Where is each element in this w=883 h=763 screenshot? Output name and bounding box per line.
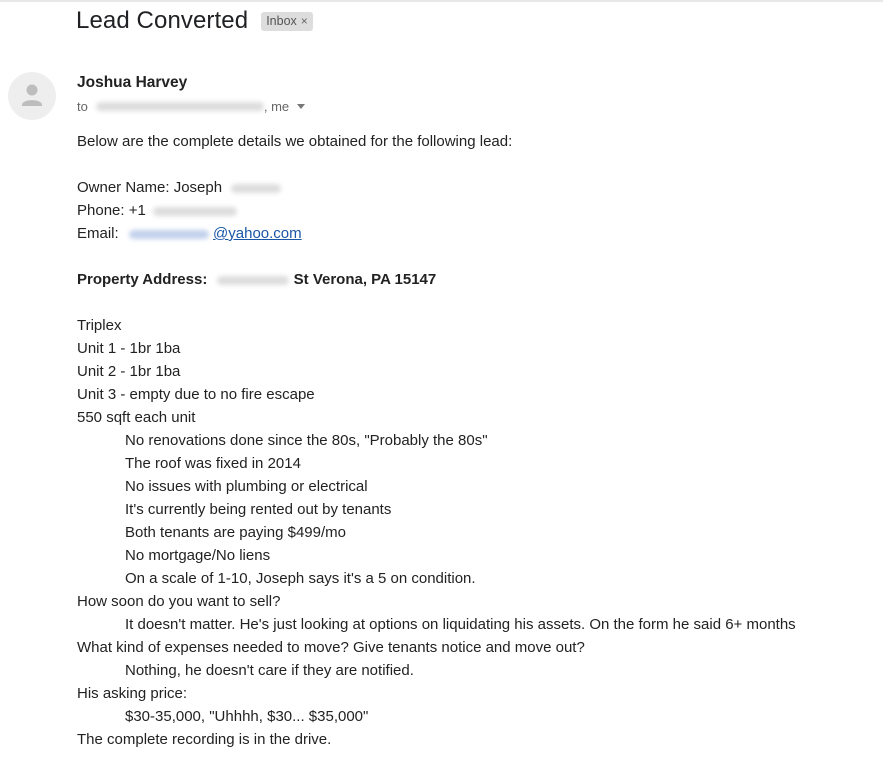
detail-line: Unit 1 - 1br 1ba — [77, 340, 181, 357]
owner-name-label: Owner Name: Joseph — [77, 179, 223, 196]
redacted-phone — [153, 207, 237, 216]
redacted-surname — [231, 184, 281, 193]
redacted-email-user[interactable] — [129, 230, 209, 239]
email-link[interactable]: @yahoo.com — [213, 225, 302, 242]
top-divider — [0, 0, 883, 2]
recipient-me: , me — [263, 99, 290, 114]
inbox-label-chip[interactable] — [261, 12, 313, 31]
detail-line: The complete recording is in the drive. — [77, 731, 332, 748]
sender-avatar[interactable] — [8, 72, 56, 120]
recipients-row — [77, 99, 305, 114]
detail-line: His asking price: — [77, 685, 188, 702]
detail-line: Both tenants are paying $499/mo — [125, 524, 346, 541]
detail-line: It's currently being rented out by tenants — [125, 501, 392, 518]
detail-line: No renovations done since the 80s, "Probably the 80s" — [125, 432, 488, 449]
phone-line — [77, 199, 867, 222]
email-line — [77, 222, 867, 245]
email-label: Email: — [77, 225, 119, 242]
owner-name-line — [77, 176, 867, 199]
detail-line: No mortgage/No liens — [125, 547, 271, 564]
detail-line: Nothing, he doesn't care if they are notified. — [125, 662, 414, 679]
detail-line: $30-35,000, "Uhhhh, $30... $35,000" — [125, 708, 369, 725]
detail-line: It doesn't matter. He's just looking at options on liquidating his assets. On the form he said 6+ months — [125, 616, 796, 633]
chevron-down-icon[interactable] — [297, 104, 305, 109]
redacted-recipient — [96, 102, 264, 111]
detail-line: On a scale of 1-10, Joseph says it's a 5 on condition. — [125, 570, 476, 587]
detail-line: How soon do you want to sell? — [77, 593, 281, 610]
sender-name[interactable]: Joshua Harvey — [77, 74, 188, 91]
email-subject: Lead Converted — [76, 7, 249, 34]
lead-details-list — [77, 314, 867, 751]
inbox-label-text: Inbox — [266, 13, 297, 28]
spacer — [77, 291, 867, 314]
property-address-tail: St Verona, PA 15147 — [293, 271, 437, 288]
spacer — [77, 245, 867, 268]
person-icon — [8, 72, 56, 120]
close-icon[interactable]: × — [300, 13, 308, 28]
email-body — [77, 130, 867, 751]
phone-label: Phone: +1 — [77, 202, 146, 219]
detail-line: Unit 2 - 1br 1ba — [77, 363, 181, 380]
spacer — [77, 153, 867, 176]
to-prefix: to — [77, 99, 88, 114]
property-address-line — [77, 268, 867, 291]
intro-text: Below are the complete details we obtained for the following lead: — [77, 133, 513, 150]
redacted-street — [217, 276, 289, 285]
detail-line: What kind of expenses needed to move? Give tenants notice and move out? — [77, 639, 585, 656]
detail-line: The roof was fixed in 2014 — [125, 455, 301, 472]
detail-line: 550 sqft each unit — [77, 409, 196, 426]
detail-line: No issues with plumbing or electrical — [125, 478, 368, 495]
property-address-label: Property Address: — [77, 271, 208, 288]
detail-line: Unit 3 - empty due to no fire escape — [77, 386, 315, 403]
detail-line: Triplex — [77, 317, 122, 334]
subject-row — [76, 4, 313, 38]
